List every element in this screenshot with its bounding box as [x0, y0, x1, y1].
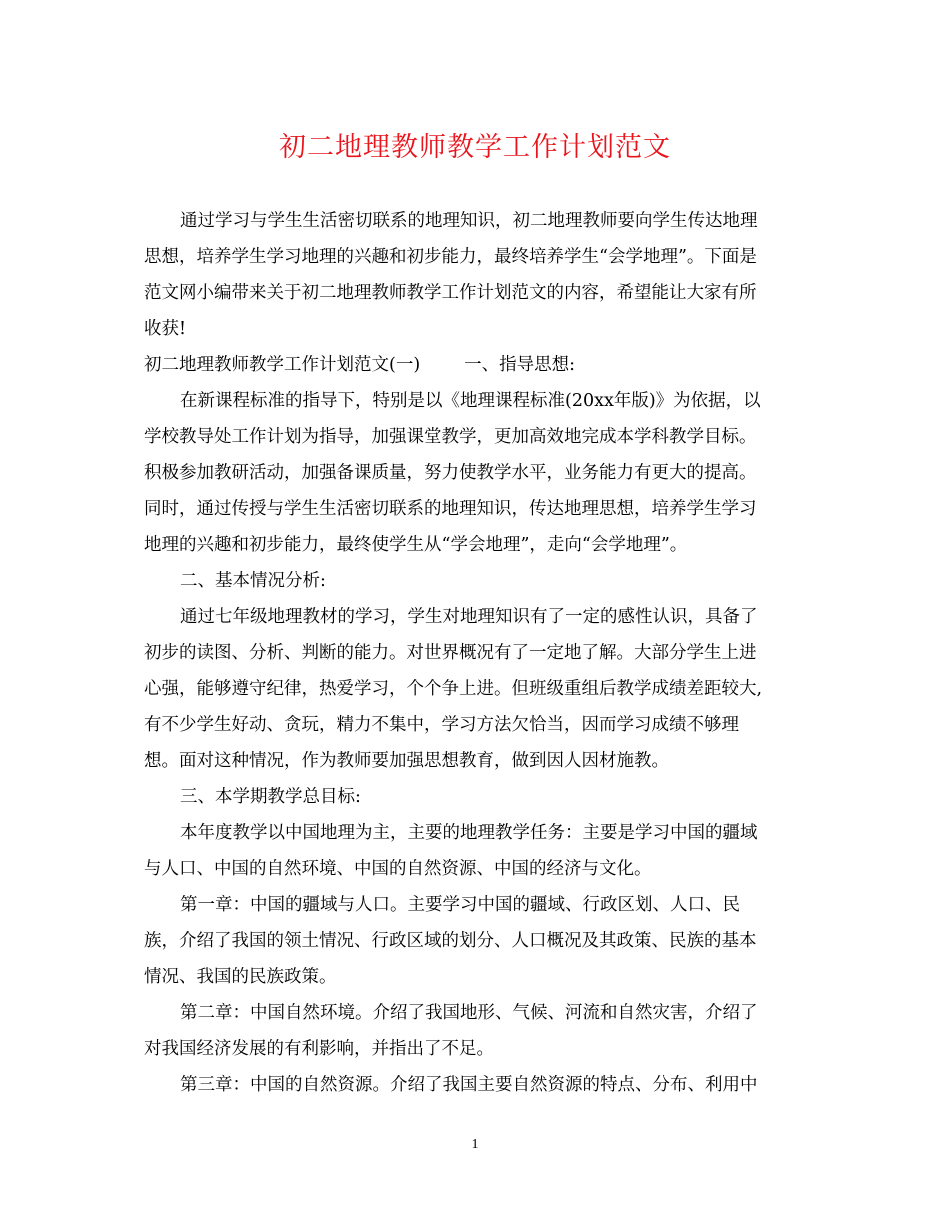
- paragraph-line: 范文网小编带来关于初二地理教师教学工作计划范文的内容，希望能让大家有所: [144, 283, 757, 303]
- paragraph-line: 地理的兴趣和初步能力，最终使学生从“学会地理”，走向“会学地理”。: [144, 535, 688, 555]
- paragraph-line: 与人口、中国的自然环境、中国的自然资源、中国的经济与文化。: [144, 859, 652, 879]
- paragraph-line: 对我国经济发展的有利影响，并指出了不足。: [144, 1039, 494, 1059]
- paragraph-line: 情况、我国的民族政策。: [144, 967, 337, 987]
- paragraph-line: 初步的读图、分析、判断的能力。对世界概况有了一定地了解。大部分学生上进: [144, 643, 757, 663]
- paragraph-line: 同时，通过传授与学生生活密切联系的地理知识，传达地理思想，培养学生学习: [144, 499, 757, 519]
- paragraph-line: 有不少学生好动、贪玩，精力不集中，学习方法欠恰当，因而学习成绩不够理: [144, 715, 739, 735]
- paragraph-line: 在新课程标准的指导下，特别是以《地理课程标准(20xx年版)》为依据，以: [180, 391, 761, 411]
- paragraph-line: 第三章：中国的自然资源。介绍了我国主要自然资源的特点、分布、利用中: [180, 1075, 758, 1095]
- paragraph-line: 族，介绍了我国的领土情况、行政区域的划分、人口概况及其政策、民族的基本: [144, 931, 757, 951]
- paragraph-line: 心强，能够遵守纪律，热爱学习，个个争上进。但班级重组后教学成绩差距较大,: [144, 679, 763, 699]
- paragraph-line: 学校教导处工作计划为指导，加强课堂教学，更加高效地完成本学科教学目标。: [144, 427, 757, 447]
- paragraph-line: 通过七年级地理教材的学习，学生对地理知识有了一定的感性认识，具备了: [180, 607, 758, 627]
- paragraph-line: 想。面对这种情况，作为教师要加强思想教育，做到因人因材施教。: [144, 751, 669, 771]
- paragraph-line: 第一章：中国的疆域与人口。主要学习中国的疆域、行政区划、人口、民: [180, 895, 740, 915]
- paragraph-line: 积极参加教研活动，加强备课质量，努力使教学水平，业务能力有更大的提高。: [144, 463, 757, 483]
- paragraph-line: 收获!: [144, 319, 187, 339]
- paragraph-line: 思想，培养学生学习地理的兴趣和初步能力，最终培养学生“会学地理”。下面是: [144, 247, 757, 267]
- section-heading: 三、本学期教学总目标:: [180, 787, 361, 807]
- section-heading-text: 一、指导思想:: [464, 355, 576, 375]
- document-title: 初二地理教师教学工作计划范文: [279, 132, 671, 163]
- page-number: 1: [471, 1137, 479, 1152]
- subtitle-text: 初二地理教师教学工作计划范文(一): [144, 355, 421, 375]
- section-heading: 二、基本情况分析:: [180, 571, 326, 591]
- paragraph-line: 通过学习与学生生活密切联系的地理知识，初二地理教师要向学生传达地理: [180, 211, 758, 231]
- paragraph-line: 第二章：中国自然环境。介绍了我国地形、气候、河流和自然灾害，介绍了: [180, 1003, 758, 1023]
- paragraph-line: 本年度教学以中国地理为主，主要的地理教学任务：主要是学习中国的疆域: [180, 823, 758, 843]
- document-body: [144, 203, 806, 1103]
- section-heading-line: [144, 347, 806, 383]
